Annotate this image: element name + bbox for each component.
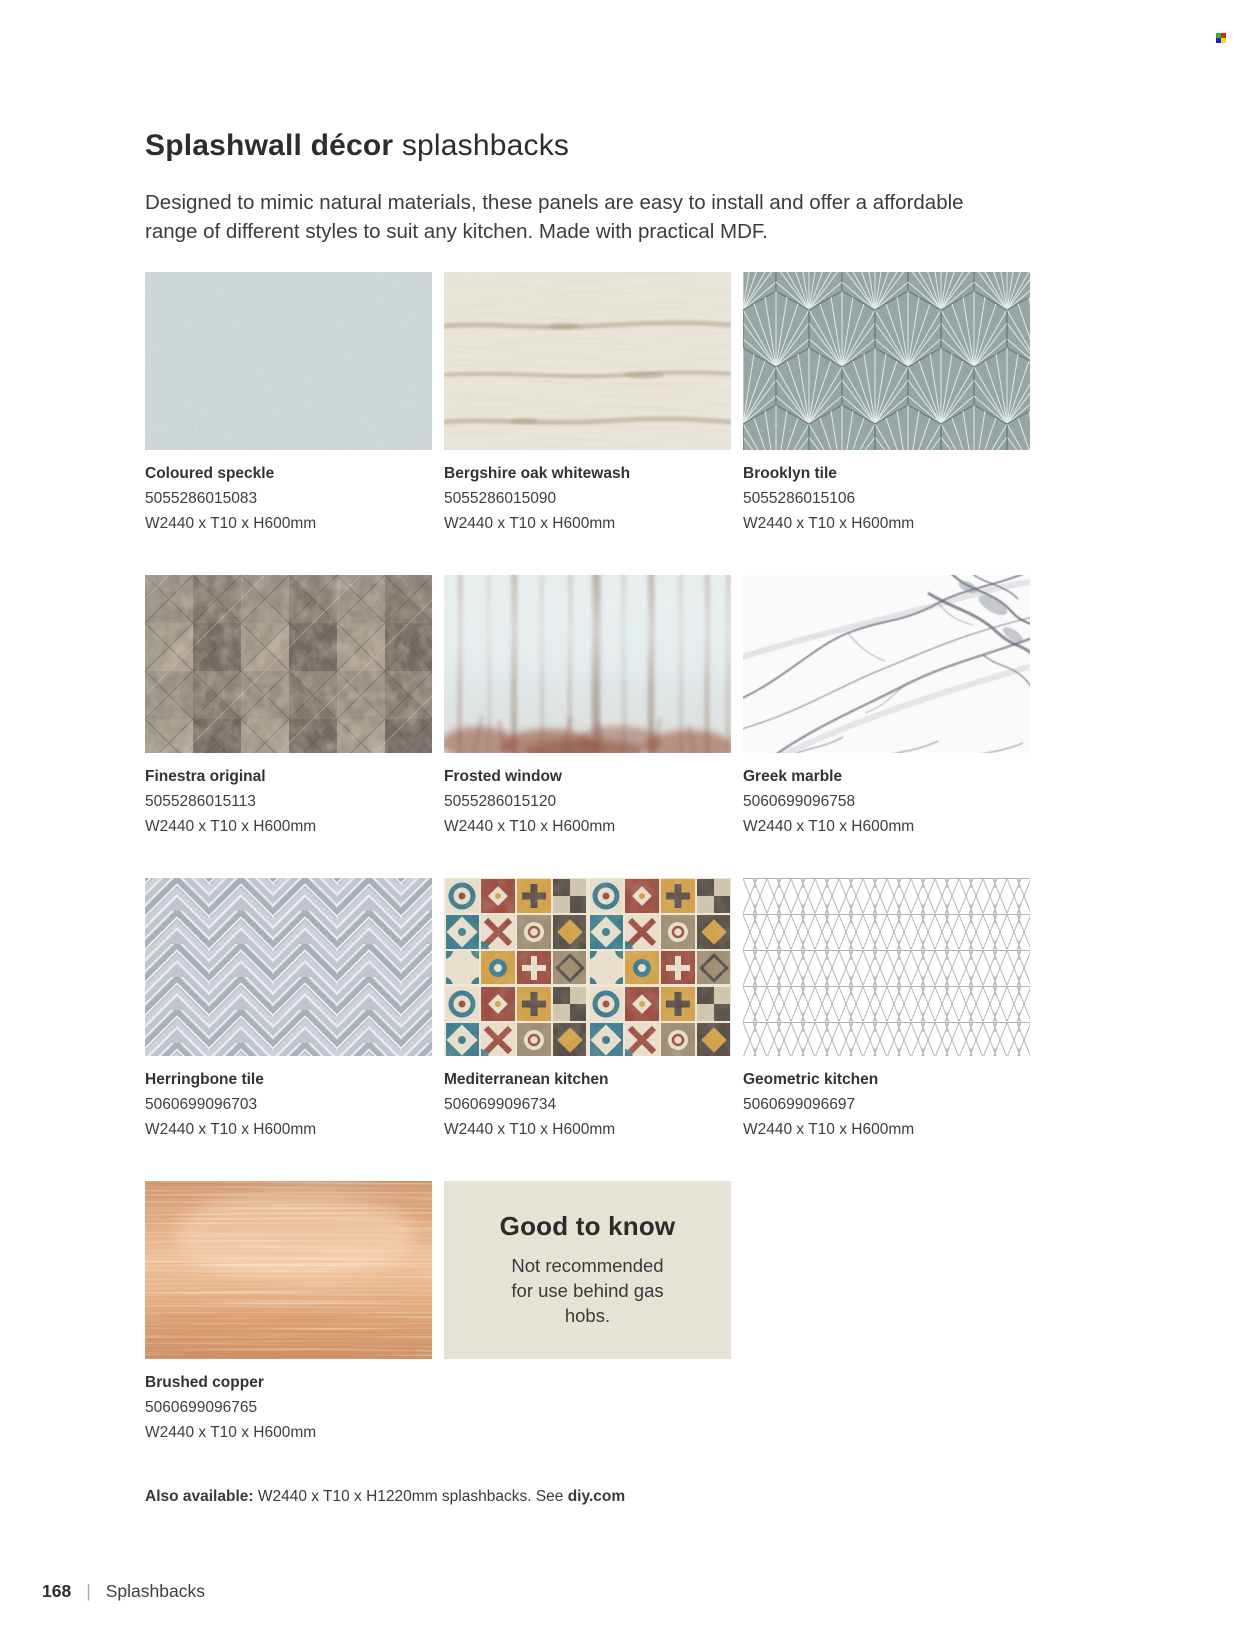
product-dimensions: W2440 x T10 x H600mm xyxy=(743,515,915,533)
product-dimensions: W2440 x T10 x H600mm xyxy=(145,515,317,533)
product-name: Brooklyn tile xyxy=(743,465,837,483)
product-dimensions: W2440 x T10 x H600mm xyxy=(145,818,317,836)
swatch-geometric-kitchen xyxy=(743,878,1030,1056)
swatch-brooklyn-tile xyxy=(743,272,1030,450)
intro-text: Designed to mimic natural materials, these panels are easy to install and offer a affordable range of different styles to suit any kitchen. Made with practical MDF. xyxy=(145,191,964,244)
product-name: Bergshire oak whitewash xyxy=(444,465,631,483)
also-available-note xyxy=(145,1488,1037,1506)
swatch-herringbone-tile xyxy=(145,878,432,1056)
product-name: Herringbone tile xyxy=(145,1071,264,1089)
product-code: 5060699096703 xyxy=(145,1096,258,1114)
product-name: Finestra original xyxy=(145,768,266,786)
also-available-text: W2440 x T10 x H1220mm splashbacks. See xyxy=(253,1488,568,1506)
footer-separator: | xyxy=(86,1581,91,1601)
product-name: Brushed copper xyxy=(145,1374,264,1392)
product-card-finestra-original xyxy=(145,575,432,836)
product-name: Mediterranean kitchen xyxy=(444,1071,609,1089)
product-dimensions: W2440 x T10 x H600mm xyxy=(743,1121,915,1139)
good-to-know-title: Good to know xyxy=(499,1211,676,1242)
footer-section-label: Splashbacks xyxy=(105,1581,205,1601)
page-title-bold: Splashwall décor xyxy=(145,129,394,162)
diy-com-link[interactable]: diy.com xyxy=(567,1488,626,1506)
product-code: 5055286015120 xyxy=(444,793,557,811)
product-dimensions: W2440 x T10 x H600mm xyxy=(444,515,616,533)
also-available-label: Also available: xyxy=(145,1488,254,1506)
page-number: 168 xyxy=(42,1581,72,1601)
product-dimensions: W2440 x T10 x H600mm xyxy=(743,818,915,836)
product-name: Frosted window xyxy=(444,768,562,786)
swatch-finestra-original xyxy=(145,575,432,753)
page-footer xyxy=(42,1581,205,1602)
product-name: Greek marble xyxy=(743,768,843,786)
product-card-coloured-speckle xyxy=(145,272,432,533)
product-code: 5060699096758 xyxy=(743,793,856,811)
product-card-brooklyn-tile xyxy=(743,272,1030,533)
page-content xyxy=(145,128,1037,1522)
product-name: Coloured speckle xyxy=(145,465,275,483)
product-code: 5055286015090 xyxy=(444,490,557,508)
product-code: 5060699096765 xyxy=(145,1399,258,1417)
good-to-know-box xyxy=(444,1181,731,1359)
product-code: 5060699096734 xyxy=(444,1096,557,1114)
product-card-frosted-window xyxy=(444,575,731,836)
product-card-herringbone-tile xyxy=(145,878,432,1139)
product-card-bergshire-oak xyxy=(444,272,731,533)
swatch-brushed-copper xyxy=(145,1181,432,1359)
product-dimensions: W2440 x T10 x H600mm xyxy=(444,1121,616,1139)
product-code: 5055286015113 xyxy=(145,793,256,811)
swatch-coloured-speckle xyxy=(145,272,432,450)
product-code: 5060699096697 xyxy=(743,1096,856,1114)
product-dimensions: W2440 x T10 x H600mm xyxy=(145,1121,317,1139)
product-code: 5055286015083 xyxy=(145,490,258,508)
swatch-greek-marble xyxy=(743,575,1030,753)
product-code: 5055286015106 xyxy=(743,490,856,508)
good-to-know-body: Not recommended for use behind gas hobs. xyxy=(511,1255,664,1327)
product-card-greek-marble xyxy=(743,575,1030,836)
product-grid xyxy=(145,272,1037,1442)
page-title-light: splashbacks xyxy=(401,129,570,162)
swatch-bergshire-oak xyxy=(444,272,731,450)
swatch-frosted-window xyxy=(444,575,731,753)
product-card-mediterranean-kitchen xyxy=(444,878,731,1139)
print-registration-mark-icon xyxy=(1216,33,1226,43)
page-title xyxy=(145,128,1037,164)
swatch-mediterranean-kitchen xyxy=(444,878,731,1056)
product-card-geometric-kitchen xyxy=(743,878,1030,1139)
product-dimensions: W2440 x T10 x H600mm xyxy=(444,818,616,836)
product-card-brushed-copper xyxy=(145,1181,432,1442)
product-dimensions: W2440 x T10 x H600mm xyxy=(145,1424,317,1442)
product-name: Geometric kitchen xyxy=(743,1071,879,1089)
